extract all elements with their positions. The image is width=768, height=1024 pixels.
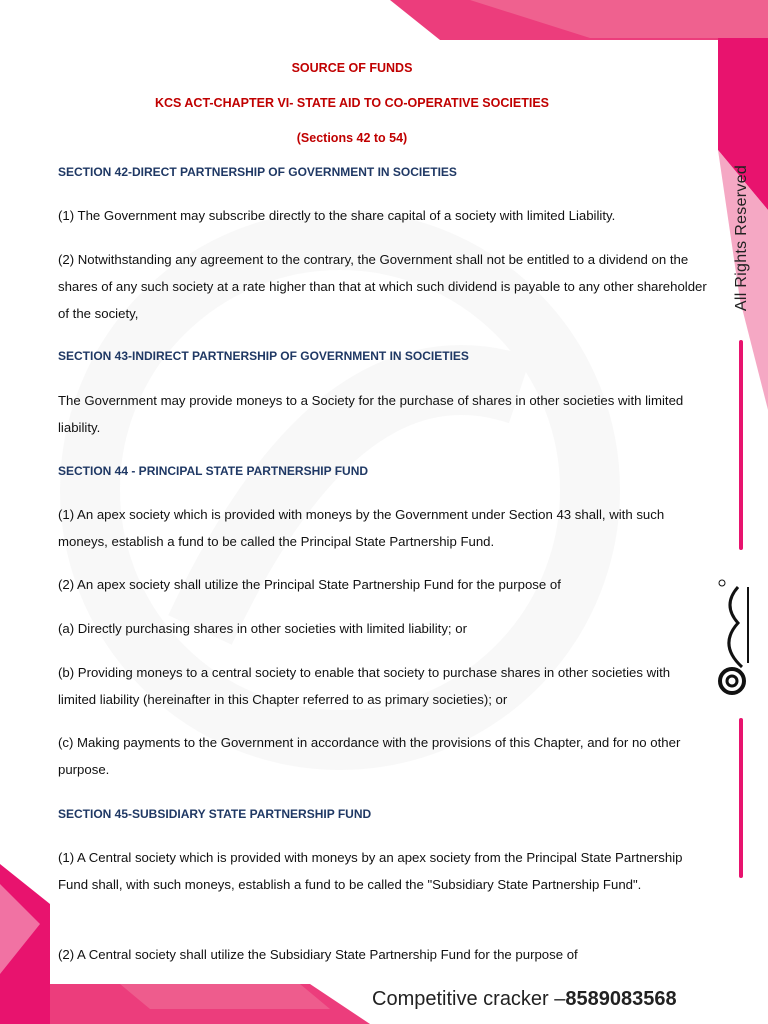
competitive-cracker-logo-icon <box>708 570 764 700</box>
footer-contact <box>372 988 677 1011</box>
section-42-paragraph-2: (2) Notwithstanding any agreement to the contrary, the Government shall not be entitled to a dividend on the shares of any such society at a rate higher than that at which such dividend is payable to any other shareholder of the society, <box>58 252 707 321</box>
section-44-title: SECTION 44 - PRINCIPAL STATE PARTNERSHIP FUND <box>58 464 369 478</box>
section-45-paragraph-1: (1) A Central society which is provided with moneys by an apex society from the Principal State Partnership Fund shall, with such moneys, establish a fund to be called the "Subsidiary State Partnership Fund". <box>58 850 683 892</box>
section-44-paragraph-1: (1) An apex society which is provided with moneys by the Government under Section 43 shall, with such moneys, establish a fund to be called the Principal State Partnership Fund. <box>58 507 665 549</box>
section-44-clause-b: (b) Providing moneys to a central society to enable that society to purchase shares in other societies with limited liability (hereinafter in this Chapter referred to as primary societies); or <box>58 665 671 707</box>
section-43-paragraph-1: The Government may provide moneys to a Society for the purchase of shares in other societies with limited liability. <box>58 393 684 435</box>
sidebar-accent-bar-upper <box>739 340 743 550</box>
footer-phone-number: 8589083568 <box>565 988 677 1010</box>
section-44-paragraph-2: (2) An apex society shall utilize the Principal State Partnership Fund for the purpose of <box>58 577 561 592</box>
document-heading-source-of-funds: SOURCE OF FUNDS <box>291 61 413 75</box>
sidebar-accent-bar-lower <box>739 718 743 878</box>
document-heading-sections-range: (Sections 42 to 54) <box>296 131 408 145</box>
all-rights-reserved-label: All Rights Reserved <box>733 164 750 312</box>
section-42-paragraph-1: (1) The Government may subscribe directly to the share capital of a society with limited Liability. <box>58 208 616 223</box>
footer-label: Competitive cracker – <box>372 988 566 1010</box>
document-heading-chapter: KCS ACT-CHAPTER VI- STATE AID TO CO-OPERATIVE SOCIETIES <box>154 96 549 110</box>
section-45-paragraph-2: (2) A Central society shall utilize the Subsidiary State Partnership Fund for the purpose of <box>58 947 578 962</box>
section-42-title: SECTION 42-DIRECT PARTNERSHIP OF GOVERNMENT IN SOCIETIES <box>58 165 457 179</box>
section-44-clause-a: (a) Directly purchasing shares in other societies with limited liability; or <box>58 621 467 636</box>
section-45-title: SECTION 45-SUBSIDIARY STATE PARTNERSHIP FUND <box>58 807 372 821</box>
section-44-clause-c: (c) Making payments to the Government in accordance with the provisions of this Chapter, and for no other purpose. <box>58 735 681 777</box>
section-43-title: SECTION 43-INDIRECT PARTNERSHIP OF GOVERNMENT IN SOCIETIES <box>58 349 469 363</box>
